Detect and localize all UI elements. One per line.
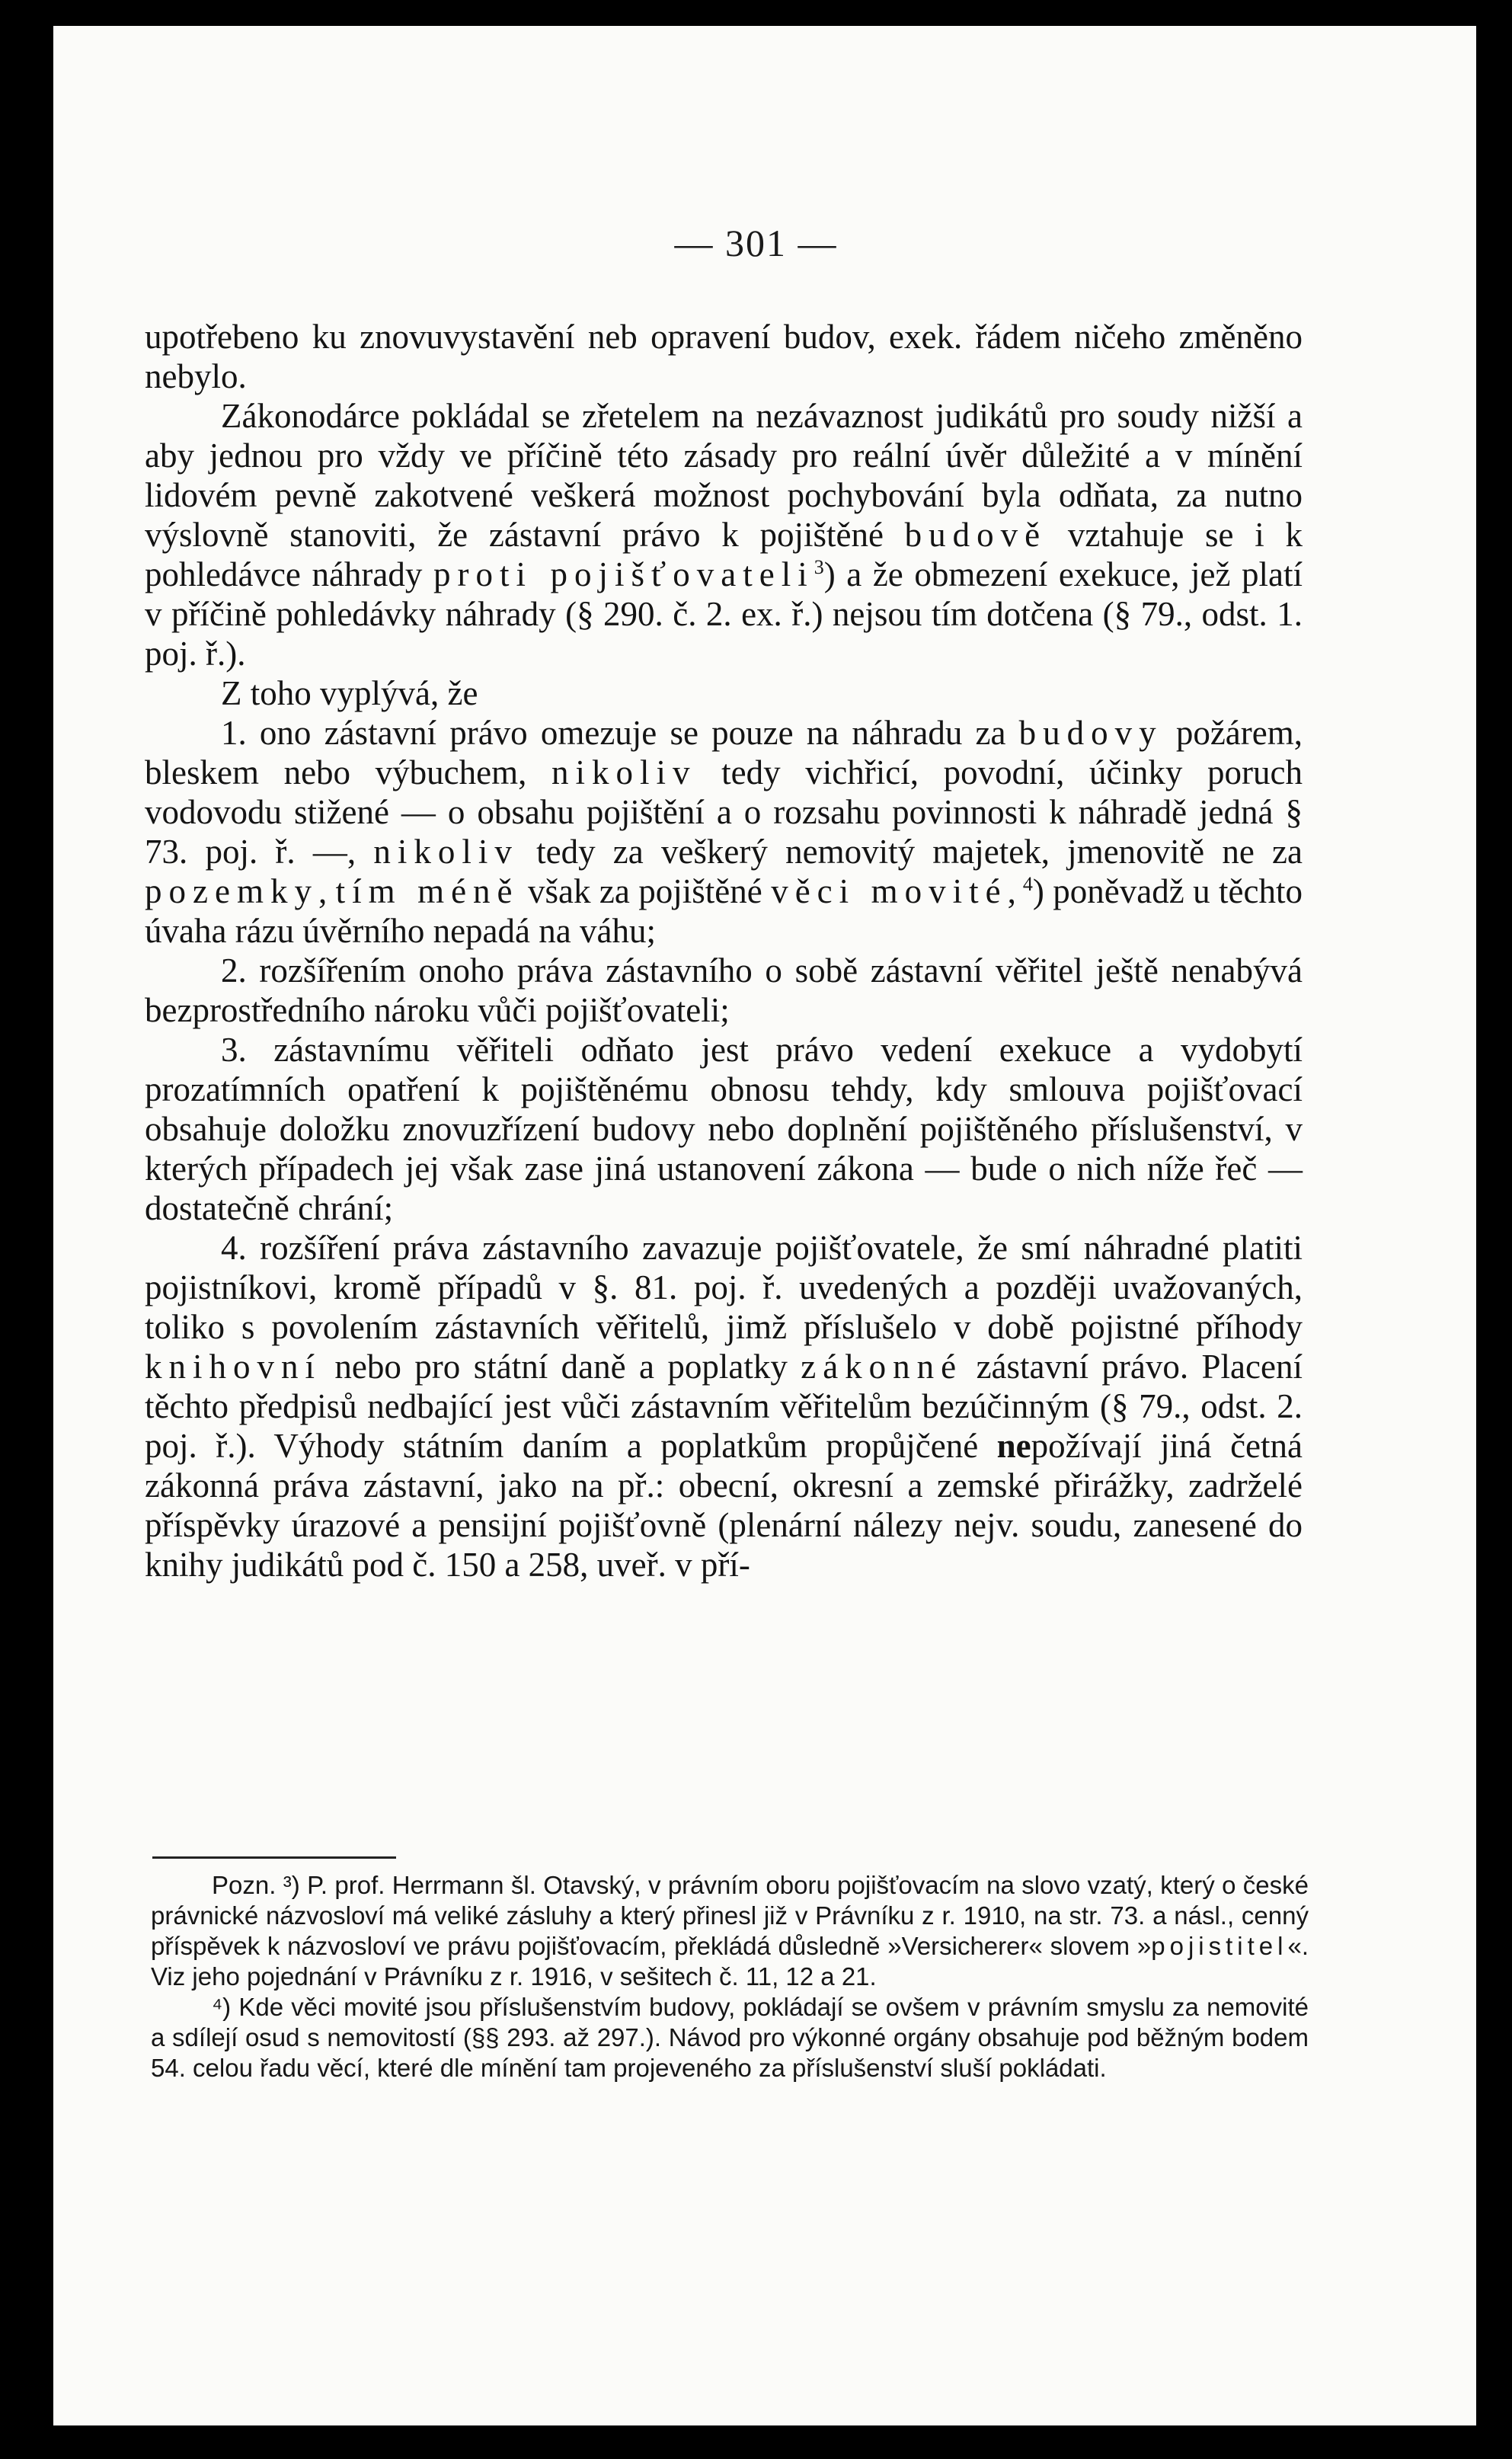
list-item-1-part-b: požárem, bleskem nebo výbuchem, <box>145 714 1303 791</box>
paragraph-2-part-c: ) a že obmezení exekuce, jež platí v příčině pohledávky náhrady (§ 290. č. 2. ex. ř.) nejsou tím dotčena (§ 79., odst. 1. poj. ř.). <box>145 555 1303 673</box>
emphasis-budove: budově <box>904 516 1047 554</box>
emphasis-tim-mene: tím méně <box>335 872 519 910</box>
main-text <box>145 317 1303 1584</box>
list-item-1-part-e: , <box>318 872 336 910</box>
footnote-3-part-b: «. Viz jeho pojednání v Právníku z r. 1916, v sešitech č. 11, 12 a 21. <box>151 1932 1309 1991</box>
paragraph-2-part-b: vztahuje se i k pohledávce náhrady <box>145 516 1303 593</box>
emphasis-knihovni: knihovní <box>145 1348 322 1386</box>
footnote-divider <box>152 1856 396 1859</box>
list-item-2: 2. rozšířením onoho práva zástavního o sobě zástavní věřitel ještě nenabývá bezprostředního nároku vůči pojišťovateli; <box>145 951 1303 1029</box>
list-item-4-part-a: 4. rozšíření práva zástavního zavazuje pojišťovatele, že smí náhradné platiti pojistníkovi, kromě případů v §. 81. poj. ř. uvedených a později uvažovaných, toliko s povolením zástavních věřitelů, jimž příslušelo v době pojistné příhody <box>145 1229 1303 1346</box>
footnote-4: ⁴) Kde věci movité jsou příslušenstvím budovy, pokládají se ovšem v právním smyslu za nemovité a sdílejí osud s nemovitostí (§§ 293. až 297.). Návod pro výkonné orgány obsahuje pod běžným bodem 54. celou řadu věcí, které dle mínění tam projeveného za příslušenství sluší pokládati. <box>151 1993 1309 2082</box>
list-item-1-part-d: tedy za veškerý nemovitý majetek, jmenovitě ne za <box>518 833 1303 871</box>
footnote-3 <box>151 1870 1309 1992</box>
list-item-1-part-a: 1. ono zástavní právo omezuje se pouze na náhradu za <box>221 714 1019 752</box>
emphasis-budovy: budovy <box>1018 714 1163 752</box>
emphasis-pozemky: pozemky <box>145 872 318 910</box>
footnote-ref-4: 4 <box>1022 873 1033 895</box>
emphasis-proti-pojistovateli: proti pojišťovateli <box>433 555 814 593</box>
footnote-ref-3: 3 <box>814 556 824 578</box>
list-item-4-part-c: zástavní právo. Placení těchto předpisů nedbající jest vůči zástavním věřitelům bezúčinným (§ 79., odst. 2. poj. ř.). Výhody státním daním a poplatkům propůjčené <box>145 1348 1303 1465</box>
emphasis-pojistitel: pojistitel <box>1151 1932 1288 1960</box>
emphasis-veci-movite: věci movité, <box>771 872 1023 910</box>
footnote-3-part-a: Pozn. ³) P. prof. Herrmann šl. Otavský, v právním oboru pojišťovacím na slovo vzatý, který o české právnické názvosloví má veliké zásluhy a který přinesl již v Právníku z r. 1910, na str. 73. a násl., cenný příspěvek k názvosloví ve právu pojišťovacím, překládá důsledně »Versicherer« slovem » <box>151 1871 1309 1960</box>
list-item-1-part-f: však za pojištěné <box>519 872 772 910</box>
emphasis-nikoliv-1: nikoliv <box>551 753 697 791</box>
paragraph-2-part-a: Zákonodárce pokládal se zřetelem na nezávaznost judikátů pro soudy nižší a aby jednou pro vždy ve příčině této zásady pro reální úvěr důležité a v mínění lidovém pevně zakotvené veškerá možnost pochybování byla odňata, za nutno výslovně stanoviti, že zástavní právo k pojištěné <box>145 397 1303 554</box>
paragraph-3: Z toho vyplývá, že <box>221 674 478 712</box>
list-item-3: 3. zástavnímu věřiteli odňato jest právo vedení exekuce a vydobytí prozatímních opatření k pojištěnému obnosu tehdy, kdy smlouva pojišťovací obsahuje doložku znovuzřízení budovy nebo doplnění pojištěného příslušenství, v kterých případech jej však zase jiná ustanovení zákona — bude o nich níže řeč — dostatečně chrání; <box>145 1031 1303 1227</box>
list-item-1-part-g: ) poněvadž u těchto úvaha rázu úvěrního nepadá na váhu; <box>145 872 1303 950</box>
list-item-4-part-d: požívají jiná četná zákonná práva zástavní, jako na př.: obecní, okresní a zemské přirážky, zadrželé příspěvky úrazové a pensijní pojišťovně (plenární nálezy nejv. soudu, zanesené do knihy judikátů pod č. 150 a 258, uveř. v pří- <box>145 1427 1303 1584</box>
page-number: — 301 — <box>674 222 838 264</box>
paragraph-1: upotřebeno ku znovuvystavění neb opravení budov, exek. řádem ničeho změněno nebylo. <box>145 318 1303 395</box>
list-item-1-part-c: tedy vichřicí, povodní, účinky poruch vodovodu stižené — o obsahu pojištění a o rozsahu povinnosti k náhradě jedná § 73. poj. ř. —, <box>145 753 1303 871</box>
footnotes <box>151 1870 1309 2083</box>
emphasis-ne: ne <box>996 1427 1031 1465</box>
emphasis-nikoliv-2: nikoliv <box>373 833 519 871</box>
list-item-4 <box>145 1228 1303 1584</box>
paragraph-2 <box>145 396 1303 673</box>
list-item-1 <box>145 713 1303 951</box>
emphasis-zakonne: zákonné <box>801 1348 964 1386</box>
list-item-4-part-b: nebo pro státní daně a poplatky <box>321 1348 801 1386</box>
